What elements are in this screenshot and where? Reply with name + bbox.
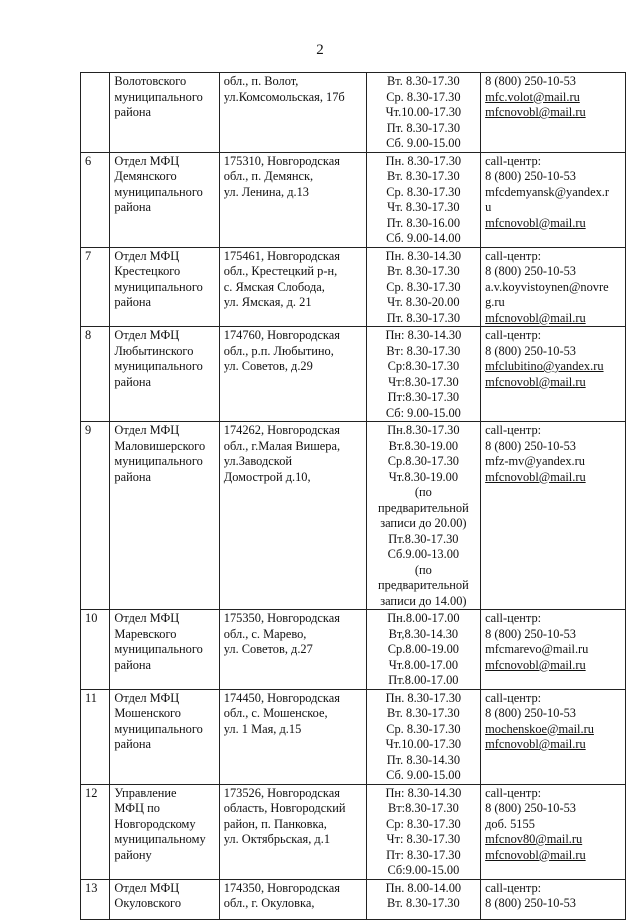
office-name-line: Новгородскому — [114, 816, 196, 831]
hours-line: Ср. 8.30-17.30 — [386, 184, 461, 199]
address-line: обл., п. Демянск, — [223, 169, 314, 183]
office-name-line: Отдел МФЦ — [114, 690, 180, 705]
address-line: ул. Советов, д.27 — [223, 642, 313, 656]
address-cell — [219, 879, 366, 919]
address-line: обл., Крестецкий р-н, — [223, 264, 338, 278]
office-name-cell — [110, 879, 219, 919]
contact-line: 8 (800) 250-10-53 — [485, 169, 576, 183]
hours-line: Пт:8.30-17.30 — [387, 390, 460, 404]
address-line: с. Ямская Слобода, — [223, 279, 325, 294]
email-link[interactable]: mfc.volot@mail.ru — [485, 89, 580, 104]
hours-line: Чт.10.00-17.30 — [385, 105, 462, 119]
table-row — [81, 152, 626, 247]
row-number: 10 — [81, 610, 110, 690]
hours-line: Ср.8.30-17.30 — [387, 454, 459, 468]
office-name-line: Отдел МФЦ — [114, 423, 180, 437]
office-name-cell — [110, 247, 219, 327]
address-line: 175350, Новгородская — [223, 611, 340, 625]
contacts-cell — [481, 422, 626, 610]
email-link[interactable]: mfz-mv@yandex.ru — [485, 454, 585, 468]
row-number: 8 — [81, 327, 110, 422]
hours-line: Ср:8.30-17.30 — [387, 359, 460, 373]
office-name-cell — [110, 73, 219, 153]
hours-line: Пн: 8.30-14.30 — [385, 328, 462, 342]
working-hours-cell — [366, 784, 480, 879]
hours-line: Пт. 8.30-14.30 — [386, 752, 461, 767]
hours-line: Пн. 8.30-17.30 — [385, 690, 462, 705]
contact-line: 8 (800) 250-10-53 — [485, 74, 576, 88]
table-row — [81, 247, 626, 327]
address-cell — [219, 689, 366, 784]
table-row — [81, 879, 626, 919]
hours-line: Пн.8.00-17.00 — [387, 611, 460, 625]
contact-line: call-центр: — [485, 153, 542, 168]
contacts-cell — [481, 152, 626, 247]
contacts-cell — [481, 784, 626, 879]
table-body — [81, 73, 626, 920]
hours-line: Чт:8.30-17.30 — [388, 374, 459, 389]
office-name-line: муниципального — [114, 454, 203, 468]
office-name-line: Отдел МФЦ — [114, 153, 180, 168]
office-name-line: муниципального — [114, 721, 203, 736]
contacts-cell — [481, 879, 626, 919]
hours-line: Сб. 9.00-14.00 — [386, 231, 461, 245]
hours-line: Пн. 8.00-14.00 — [385, 880, 462, 895]
office-name-cell — [110, 327, 219, 422]
office-name-cell — [110, 689, 219, 784]
address-cell — [219, 247, 366, 327]
contact-line: u — [485, 200, 492, 214]
office-name-line: Управление — [114, 785, 177, 800]
office-name-line: району — [114, 847, 152, 862]
hours-line: предварительной — [378, 500, 469, 515]
hours-line: (по — [414, 485, 432, 499]
address-line: 174760, Новгородская — [223, 328, 340, 342]
hours-line: Ср. 8.30-17.30 — [386, 89, 461, 104]
address-line: 174350, Новгородская — [223, 880, 340, 895]
hours-line: (по — [414, 562, 432, 577]
row-number: 9 — [81, 422, 110, 610]
office-name-line: района — [114, 374, 152, 389]
address-line: ул. 1 Мая, д.15 — [223, 721, 302, 736]
table-row — [81, 327, 626, 422]
address-cell — [219, 327, 366, 422]
contact-line: call-центр: — [485, 880, 542, 895]
email-link[interactable]: mfcnovobl@mail.ru — [485, 374, 586, 389]
office-name-line: района — [114, 200, 152, 214]
office-name-line: Маловишерского — [114, 438, 206, 453]
contact-line: call-центр: — [485, 423, 542, 437]
hours-line: Вт:8.30-17.30 — [387, 801, 459, 815]
hours-line: Вт,8.30-14.30 — [388, 626, 459, 641]
email-link[interactable]: mfcdemyansk@yandex.r — [485, 184, 610, 199]
office-name-line: Демянского — [114, 169, 177, 183]
working-hours-cell — [366, 152, 480, 247]
office-name-line: муниципальному — [114, 832, 206, 846]
address-line: область, Новгородский — [223, 801, 346, 815]
working-hours-cell — [366, 73, 480, 153]
working-hours-cell — [366, 247, 480, 327]
hours-line: Вт.8.30-19.00 — [388, 438, 459, 453]
office-name-line: района — [114, 295, 152, 309]
address-line: Домострой д.10, — [223, 469, 311, 484]
contact-line: call-центр: — [485, 690, 542, 705]
hours-line: Пт.8.30-17.30 — [388, 531, 459, 546]
hours-line: Пн. 8.30-17.30 — [385, 153, 462, 168]
hours-line: Вт. 8.30-17.30 — [387, 264, 460, 278]
hours-line: Вт. 8.30-17.30 — [387, 169, 460, 183]
hours-line: Вт: 8.30-17.30 — [386, 343, 461, 358]
email-link[interactable]: mfcnovobl@mail.ru — [485, 847, 586, 862]
hours-line: Сб:9.00-15.00 — [387, 863, 460, 877]
contact-line: доб. 5155 — [485, 816, 535, 831]
address-line: ул. Октябрьская, д.1 — [223, 832, 331, 846]
address-cell — [219, 73, 366, 153]
email-link[interactable]: mochenskoe@mail.ru — [485, 721, 594, 736]
row-number: 11 — [81, 689, 110, 784]
hours-line: Пт.8.00-17.00 — [388, 673, 459, 687]
hours-line: Пт. 8.30-16.00 — [386, 215, 461, 230]
hours-line: Ср: 8.30-17.30 — [386, 816, 461, 831]
table-row — [81, 73, 626, 153]
office-name-line: муниципального — [114, 184, 203, 199]
office-name-line: Мошенского — [114, 706, 182, 720]
address-line: 175310, Новгородская — [223, 153, 340, 168]
hours-line: Чт.10.00-17.30 — [385, 737, 462, 751]
working-hours-cell — [366, 610, 480, 690]
hours-line: Чт.8.00-17.00 — [388, 657, 459, 672]
contacts-cell — [481, 610, 626, 690]
contact-line: call-центр: — [485, 328, 542, 342]
email-link[interactable]: mfcnovobl@mail.ru — [485, 105, 586, 119]
hours-line: Пн. 8.30-14.30 — [385, 248, 462, 263]
hours-line: Сб.9.00-13.00 — [387, 547, 460, 561]
address-line: ул. Советов, д.29 — [223, 359, 313, 373]
row-number: 7 — [81, 247, 110, 327]
office-name-cell — [110, 610, 219, 690]
hours-line: Вт. 8.30-17.30 — [387, 706, 460, 720]
contact-line: call-центр: — [485, 248, 542, 263]
hours-line: Ср. 8.30-17.30 — [386, 279, 461, 294]
hours-line: Пн.8.30-17.30 — [387, 423, 460, 437]
working-hours-cell — [366, 422, 480, 610]
row-number — [81, 73, 110, 153]
email-link[interactable]: mfcnovobl@mail.ru — [485, 469, 586, 484]
hours-line: Пн: 8.30-14.30 — [385, 785, 462, 800]
hours-line: Пт: 8.30-17.30 — [386, 847, 461, 862]
address-line: 173526, Новгородская — [223, 785, 340, 800]
email-link[interactable]: mfcnovobl@mail.ru — [485, 215, 586, 230]
contact-line: 8 (800) 250-10-53 — [485, 801, 576, 815]
office-name-line: МФЦ по — [114, 801, 160, 815]
address-line: ул.Комсомольская, 17б — [223, 89, 345, 104]
office-name-cell — [110, 152, 219, 247]
hours-line: Сб. 9.00-15.00 — [386, 768, 461, 782]
email-link[interactable]: mfcnovobl@mail.ru — [485, 310, 586, 325]
email-link[interactable]: mfclubitino@yandex.ru — [485, 359, 604, 373]
email-link[interactable]: mfcmarevo@mail.ru — [485, 642, 589, 656]
address-line: обл., г.Малая Вишера, — [223, 438, 341, 453]
row-number: 12 — [81, 784, 110, 879]
address-line: 174450, Новгородская — [223, 690, 340, 705]
office-name-line: района — [114, 469, 152, 484]
office-name-line: муниципального — [114, 642, 203, 656]
office-name-line: муниципального — [114, 279, 203, 294]
hours-line: Пт. 8.30-17.30 — [386, 310, 461, 325]
address-line: 174262, Новгородская — [223, 423, 340, 437]
address-line: район, п. Панковка, — [223, 816, 327, 831]
contacts-cell — [481, 327, 626, 422]
contact-line: call-центр: — [485, 785, 542, 800]
office-name-line: района — [114, 105, 152, 119]
address-line: ул. Ленина, д.13 — [223, 184, 309, 199]
hours-line: записи до 14.00) — [380, 593, 467, 608]
address-cell — [219, 422, 366, 610]
office-name-line: Отдел МФЦ — [114, 611, 180, 625]
office-name-line: Волотовского — [114, 74, 187, 88]
office-name-line: Любытинского — [114, 343, 194, 358]
hours-line: Вт. 8.30-17.30 — [387, 896, 460, 910]
office-name-line: района — [114, 737, 152, 751]
hours-line: Пт. 8.30-17.30 — [386, 120, 461, 135]
office-name-line: Окуловского — [114, 896, 182, 910]
address-line: ул.Заводской — [223, 454, 293, 468]
address-line: обл., с. Марево, — [223, 626, 307, 641]
hours-line: предварительной — [378, 578, 469, 592]
working-hours-cell — [366, 689, 480, 784]
contact-line: call-центр: — [485, 611, 542, 625]
hours-line: Сб: 9.00-15.00 — [385, 405, 461, 420]
contact-line: 8 (800) 250-10-53 — [485, 626, 576, 641]
address-line: обл., п. Волот, — [223, 74, 299, 88]
contacts-cell — [481, 247, 626, 327]
address-line: ул. Ямская, д. 21 — [223, 295, 312, 309]
contact-line: 8 (800) 250-10-53 — [485, 706, 576, 720]
office-name-line: муниципального — [114, 89, 203, 104]
office-name-cell — [110, 422, 219, 610]
office-name-line: Маревского — [114, 626, 177, 641]
contact-line: g.ru — [485, 295, 505, 309]
email-link[interactable]: a.v.koyvistoynen@novre — [485, 279, 609, 294]
address-line: 175461, Новгородская — [223, 248, 340, 263]
email-link[interactable]: mfcnov80@mail.ru — [485, 832, 583, 846]
office-name-line: района — [114, 657, 152, 672]
address-line: обл., с. Мошенское, — [223, 706, 328, 720]
contacts-cell — [481, 689, 626, 784]
email-link[interactable]: mfcnovobl@mail.ru — [485, 657, 586, 672]
office-name-line: Отдел МФЦ — [114, 328, 180, 342]
contact-line: 8 (800) 250-10-53 — [485, 343, 576, 358]
address-cell — [219, 610, 366, 690]
hours-line: Чт. 8.30-20.00 — [387, 295, 460, 309]
table-row — [81, 422, 626, 610]
hours-line: Сб. 9.00-15.00 — [386, 136, 461, 150]
hours-line: Чт. 8.30-17.30 — [387, 200, 460, 214]
contacts-cell — [481, 73, 626, 153]
address-cell — [219, 152, 366, 247]
address-line: обл., г. Окуловка, — [223, 896, 315, 910]
office-name-cell — [110, 784, 219, 879]
hours-line: Вт. 8.30-17.30 — [387, 74, 460, 88]
office-name-line: муниципального — [114, 359, 203, 373]
mfc-offices-table — [80, 72, 626, 920]
table-row — [81, 610, 626, 690]
contact-line: 8 (800) 250-10-53 — [485, 896, 576, 910]
hours-line: Чт: 8.30-17.30 — [386, 832, 461, 846]
address-cell — [219, 784, 366, 879]
office-name-line: Отдел МФЦ — [114, 880, 180, 895]
hours-line: Чт.8.30-19.00 — [388, 469, 459, 484]
table-row — [81, 689, 626, 784]
row-number: 6 — [81, 152, 110, 247]
email-link[interactable]: mfcnovobl@mail.ru — [485, 737, 586, 751]
contact-line: 8 (800) 250-10-53 — [485, 264, 576, 278]
hours-line: записи до 20.00) — [380, 516, 467, 530]
row-number: 13 — [81, 879, 110, 919]
hours-line: Ср. 8.30-17.30 — [386, 721, 461, 736]
working-hours-cell — [366, 327, 480, 422]
working-hours-cell — [366, 879, 480, 919]
table-row — [81, 784, 626, 879]
hours-line: Ср.8.00-19.00 — [387, 642, 459, 656]
office-name-line: Крестецкого — [114, 264, 181, 278]
page-number: 2 — [316, 42, 324, 58]
office-name-line: Отдел МФЦ — [114, 248, 180, 263]
address-line: обл., р.п. Любытино, — [223, 343, 334, 358]
contact-line: 8 (800) 250-10-53 — [485, 438, 576, 453]
